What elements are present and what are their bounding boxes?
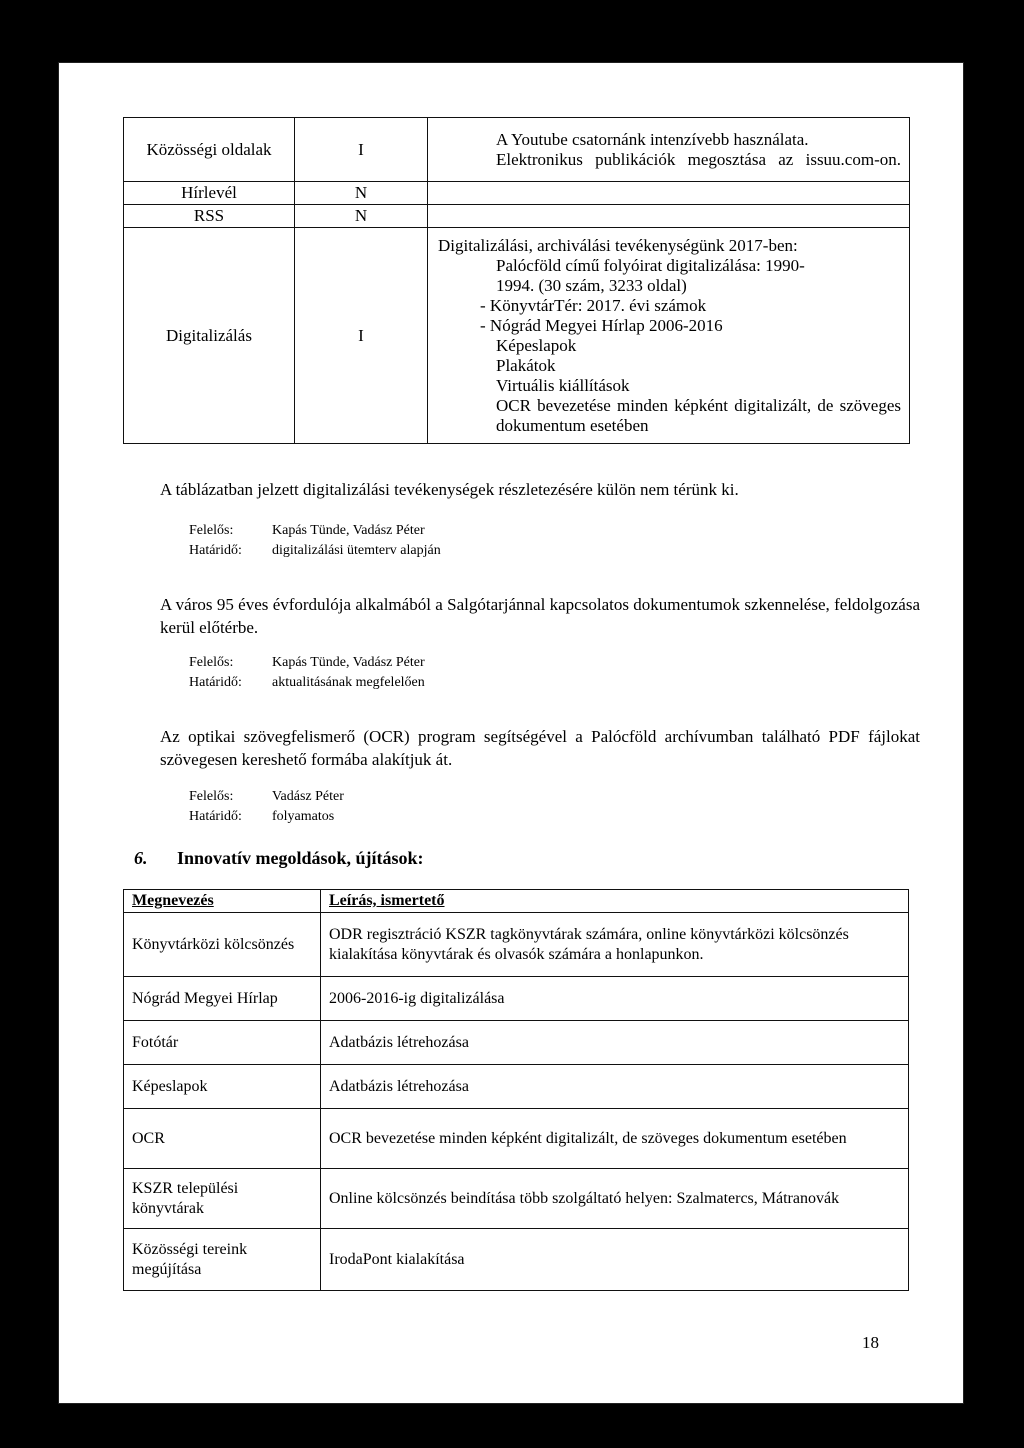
- desc-line: - Nógrád Megyei Hírlap 2006-2016: [480, 315, 723, 335]
- innovation-description: IrodaPont kialakítása: [321, 1229, 909, 1291]
- row-mark: N: [295, 182, 428, 205]
- section-number: 6.: [134, 848, 148, 868]
- responsible-value: Kapás Tünde, Vadász Péter: [272, 523, 425, 538]
- paragraph-anniversary: A város 95 éves évfordulója alkalmából a Salgótarjánnal kapcsolatos dokumentumok szkennelése, feldolgozása kerül előtérbe.: [160, 595, 920, 637]
- deadline-value: aktualitásának megfelelően: [272, 675, 425, 690]
- desc-line: OCR bevezetése minden képként digitalizált, de szöveges dokumentum esetében: [496, 395, 901, 435]
- table-row: [124, 182, 910, 205]
- innovation-name: OCR: [124, 1109, 321, 1169]
- table-row: [124, 118, 910, 182]
- row-mark: I: [295, 118, 428, 182]
- table-row: [124, 913, 909, 977]
- table-row: [124, 1109, 909, 1169]
- row-description: [428, 228, 910, 444]
- row-description: [428, 205, 910, 228]
- deadline-label: Határidő:: [189, 675, 242, 690]
- desc-line: - KönyvtárTér: 2017. évi számok: [480, 295, 707, 315]
- innovation-description: ODR regisztráció KSZR tagkönyvtárak számára, online könyvtárközi kölcsönzés kialakítása könyvtárak és olvasók számára a honlapunkon.: [321, 913, 909, 977]
- column-header: Leírás, ismertető: [321, 890, 909, 913]
- responsible-value: Vadász Péter: [272, 789, 344, 804]
- deadline-label: Határidő:: [189, 809, 242, 824]
- responsible-label: Felelős:: [189, 655, 234, 670]
- row-description: [428, 118, 910, 182]
- paragraph-digitalization-note: A táblázatban jelzett digitalizálási tevékenységek részletezésére külön nem térünk ki.: [160, 480, 739, 499]
- innovation-description: Adatbázis létrehozása: [321, 1021, 909, 1065]
- innovation-name: Fotótár: [124, 1021, 321, 1065]
- innovation-name: Könyvtárközi kölcsönzés: [124, 913, 321, 977]
- row-name: RSS: [124, 205, 295, 228]
- table-row: [124, 228, 910, 444]
- table-header-row: [124, 890, 909, 913]
- innovation-name: Nógrád Megyei Hírlap: [124, 977, 321, 1021]
- innovation-name: KSZR települési könyvtárak: [124, 1169, 321, 1229]
- table-row: [124, 205, 910, 228]
- responsible-value: Kapás Tünde, Vadász Péter: [272, 655, 425, 670]
- desc-line: Plakátok: [496, 355, 556, 375]
- innovation-name: Képeslapok: [124, 1065, 321, 1109]
- document-page: [58, 62, 964, 1404]
- responsible-label: Felelős:: [189, 523, 234, 538]
- desc-line: A Youtube csatornánk intenzívebb használata.: [496, 129, 809, 149]
- innovation-description: Adatbázis létrehozása: [321, 1065, 909, 1109]
- desc-line: 1994. (30 szám, 3233 oldal): [496, 275, 687, 295]
- desc-line: Palócföld című folyóirat digitalizálása: 1990-: [496, 255, 805, 275]
- table-row: [124, 1229, 909, 1291]
- row-description: [428, 182, 910, 205]
- innovation-description: OCR bevezetése minden képként digitalizált, de szöveges dokumentum esetében: [321, 1109, 909, 1169]
- section-heading: [134, 848, 424, 869]
- table-row: [124, 1021, 909, 1065]
- innovations-table: [123, 889, 909, 1291]
- desc-line: Elektronikus publikációk megosztása az issuu.com-on.: [496, 149, 901, 169]
- deadline-label: Határidő:: [189, 543, 242, 558]
- page-number: 18: [862, 1333, 879, 1352]
- row-name: Közösségi oldalak: [124, 118, 295, 182]
- row-name: Digitalizálás: [124, 228, 295, 444]
- deadline-value: folyamatos: [272, 809, 335, 824]
- desc-line: Virtuális kiállítások: [496, 375, 630, 395]
- responsible-label: Felelős:: [189, 789, 234, 804]
- activity-table: [123, 117, 910, 444]
- responsibility-block: [189, 521, 441, 561]
- desc-line: Képeslapok: [496, 335, 577, 355]
- paragraph-ocr: Az optikai szövegfelismerő (OCR) program segítségével a Palócföld archívumban található PDF fájlokat szövegesen kereshető formába alakítjuk át.: [160, 727, 920, 769]
- row-mark: I: [295, 228, 428, 444]
- deadline-value: digitalizálási ütemterv alapján: [272, 543, 441, 558]
- table-row: [124, 1169, 909, 1229]
- row-mark: N: [295, 205, 428, 228]
- column-header: Megnevezés: [124, 890, 321, 913]
- desc-line: Digitalizálási, archiválási tevékenységünk 2017-ben:: [438, 235, 798, 255]
- innovation-description: 2006-2016-ig digitalizálása: [321, 977, 909, 1021]
- responsibility-block: [189, 787, 344, 827]
- row-name: Hírlevél: [124, 182, 295, 205]
- innovation-description: Online kölcsönzés beindítása több szolgáltató helyen: Szalmatercs, Mátranovák: [321, 1169, 909, 1229]
- section-title: Innovatív megoldások, újítások:: [177, 848, 424, 868]
- innovation-name: Közösségi tereink megújítása: [124, 1229, 321, 1291]
- table-row: [124, 977, 909, 1021]
- table-row: [124, 1065, 909, 1109]
- responsibility-block: [189, 653, 425, 693]
